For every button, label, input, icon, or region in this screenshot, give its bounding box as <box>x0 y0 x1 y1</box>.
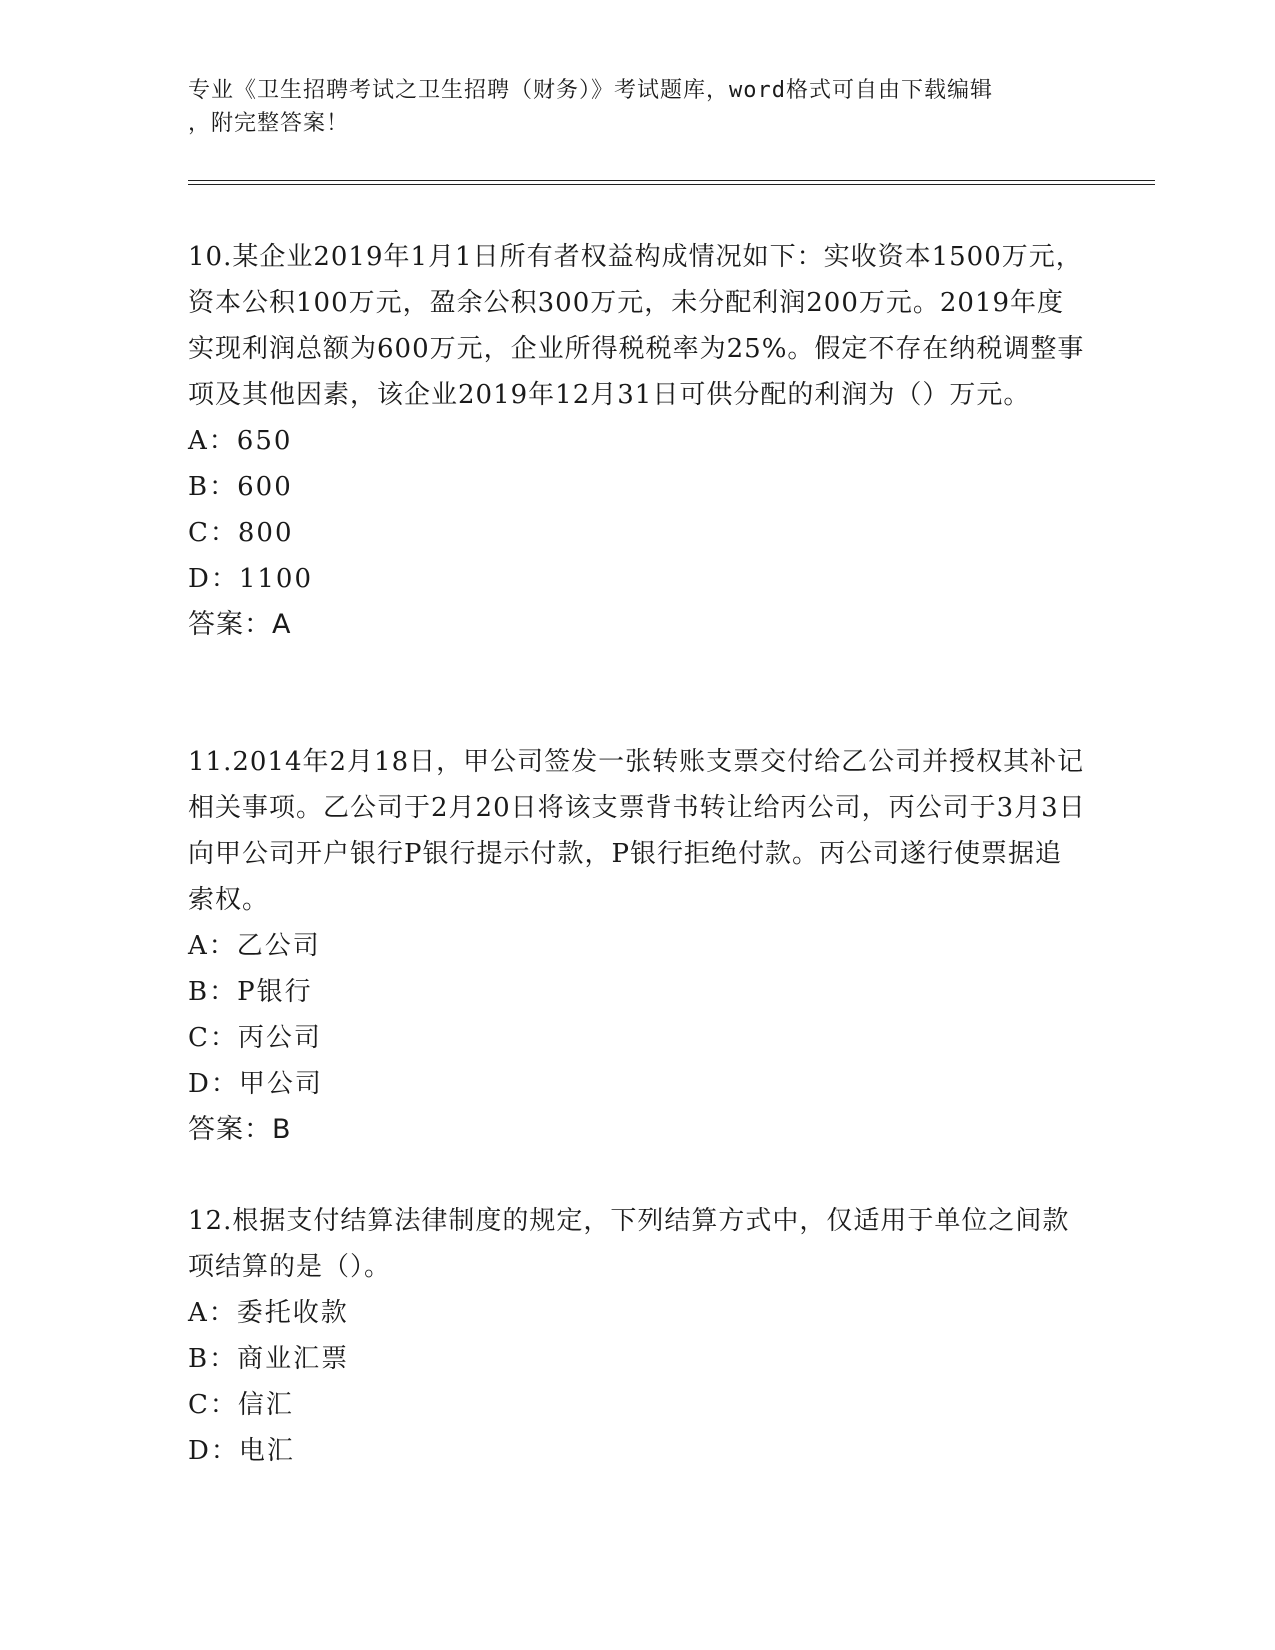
header-line-2: ，附完整答案！ <box>188 111 350 136</box>
option-b: B：P银行 <box>188 977 313 1007</box>
option-d: D：电汇 <box>188 1436 295 1466</box>
option-a: A：650 <box>188 426 293 456</box>
header-divider-top <box>188 180 1155 181</box>
answer-label: 答案：A <box>188 609 292 640</box>
question-stem: 11.2014年2月18日，甲公司签发一张转账支票交付给乙公司并授权其补记相关事项。乙公司于2月20日将该支票背书转让给丙公司，丙公司于3月3日向甲公司开户银行P银行提示付款，P银行拒绝付款。丙公司遂行使票据追索权。 <box>188 747 1086 915</box>
question-stem: 12.根据支付结算法律制度的规定，下列结算方式中，仅适用于单位之间款项结算的是（）。 <box>188 1206 1070 1282</box>
option-d: D：甲公司 <box>188 1069 323 1099</box>
question-stem: 10.某企业2019年1月1日所有者权益构成情况如下：实收资本1500万元，资本公积100万元，盈余公积300万元，未分配利润200万元。2019年度实现利润总额为600万元，企业所得税税率为25%。假定不存在纳税调整事项及其他因素，该企业2019年12月31日可供分配的利润为（）万元。 <box>188 242 1085 410</box>
document-header <box>188 74 1088 140</box>
option-b: B：600 <box>188 472 293 502</box>
option-d: D：1100 <box>188 564 314 594</box>
question-10 <box>188 234 1088 648</box>
option-c: C：丙公司 <box>188 1023 322 1053</box>
option-b: B：商业汇票 <box>188 1344 350 1374</box>
option-c: C：800 <box>188 518 294 548</box>
question-12 <box>188 1198 1088 1474</box>
option-a: A：委托收款 <box>188 1298 349 1328</box>
header-line-1: 专业《卫生招聘考试之卫生招聘（财务）》考试题库，word格式可自由下载编辑 <box>188 78 993 103</box>
question-11 <box>188 739 1088 1153</box>
option-a: A：乙公司 <box>188 931 321 961</box>
answer-label: 答案：B <box>188 1114 292 1145</box>
option-c: C：信汇 <box>188 1390 294 1420</box>
header-divider-bottom <box>188 184 1155 185</box>
